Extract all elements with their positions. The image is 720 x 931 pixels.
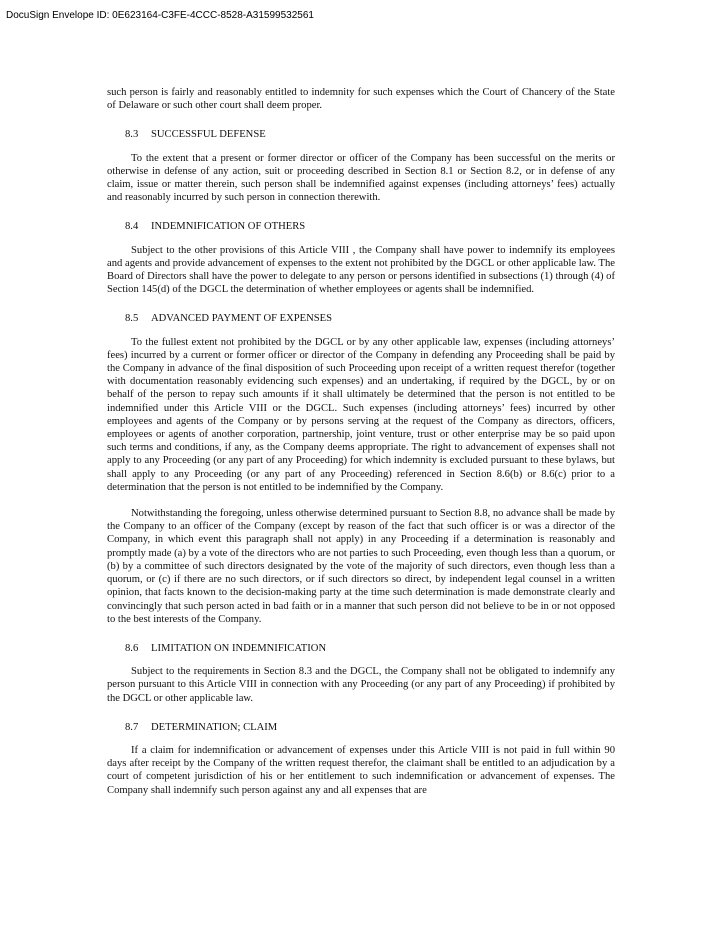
section-title: DETERMINATION; CLAIM [151, 721, 278, 733]
section-heading-8-3 [107, 128, 615, 141]
section-number: 8.4 [125, 221, 139, 233]
section-8-4-paragraph: Subject to the other provisions of this Article VIII , the Company shall have power to indemnify its employees and agents and provide advancement of expenses to the extent not prohibited by the DGCL or other applicable law. The Board of Directors shall have the power to delegate to any person or persons identified in subsections (1) through (4) of Section 145(d) of the DGCL the determination of whether employees or agents shall be indemnified. [107, 244, 615, 296]
docusign-envelope-id: DocuSign Envelope ID: 0E623164-C3FE-4CCC-8528-A31599532561 [6, 10, 314, 21]
section-title: INDEMNIFICATION OF OTHERS [151, 221, 306, 233]
section-heading-8-6 [107, 642, 615, 655]
section-8-6-paragraph: Subject to the requirements in Section 8.3 and the DGCL, the Company shall not be obligated to indemnify any person pursuant to this Article VIII in connection with any Proceeding (or any part of any Proceeding) if prohibited by the DGCL or other applicable law. [107, 666, 615, 704]
section-8-5-paragraph-2: Notwithstanding the foregoing, unless otherwise determined pursuant to Section 8.8, no advance shall be made by the Company to an officer of the Company (except by reason of the fact that such officer is or was a director of the Company, in which event this paragraph shall not apply) in any Proceeding if a determination is reasonably and promptly made (a) by a vote of the directors who are not parties to such Proceeding, even though less than a quorum, or (b) by a committee of such directors designated by the vote of the majority of such directors, even though less than a quorum, or (c) if there are no such directors, or if such directors so direct, by independent legal counsel in a written opinion, that facts known to the decision-making party at the time such determination is made demonstrate clearly and convincingly that such person acted in bad faith or in a manner that such person did not believe to be in or not opposed to the best interests of the Company. [107, 508, 615, 625]
section-title: LIMITATION ON INDEMNIFICATION [151, 642, 327, 654]
section-heading-8-5 [107, 312, 615, 325]
section-number: 8.6 [125, 642, 139, 654]
section-8-7-paragraph: If a claim for indemnification or advancement of expenses under this Article VIII is not paid in full within 90 days after receipt by the Company of the written request therefor, the claimant shall be entitled to an adjudication by a court of competent jurisdiction of his or her entitlement to such indemnification or advancement of expenses. The Company shall indemnify such person against any and all expenses that are [107, 744, 615, 796]
section-number: 8.7 [125, 721, 139, 733]
section-8-5-paragraph-1: To the fullest extent not prohibited by the DGCL or by any other applicable law, expenses (including attorneys’ fees) incurred by a current or former officer or director of the Company in defending any Proceeding shall be paid by the Company in advance of the final disposition of such Proceeding upon receipt of a written request therefor (together with documentation reasonably evidencing such expenses) and an undertaking, if required by the DGCL, by or on behalf of the person to repay such amounts if it shall ultimately be determined that the person is not entitled to be indemnified under this Article VIII or the DGCL. Such expenses (including attorneys’ fees) incurred by other employees and agents of the Company or by persons serving at the request of the Company as directors, officers, employees or agents of another corporation, partnership, joint venture, trust or other enterprise may be so paid upon such terms and conditions, if any, as the Company deems appropriate. The right to advancement of expenses shall not apply to any Proceeding (or any part of any Proceeding) for which indemnity is excluded pursuant to these bylaws, but shall apply to any Proceeding (or any part of any Proceeding) referenced in Section 8.6(b) or 8.6(c) prior to a determination that the person is not entitled to be indemnified by the Company. [107, 336, 615, 493]
section-heading-8-7 [107, 721, 615, 734]
section-8-3-paragraph: To the extent that a present or former director or officer of the Company has been successful on the merits or otherwise in defense of any action, suit or proceeding described in Section 8.1 or Section 8.2, or in defense of any claim, issue or matter therein, such person shall be indemnified against expenses (including attorneys’ fees) actually and reasonably incurred by such person in connection therewith. [107, 152, 615, 204]
section-number: 8.5 [125, 313, 139, 325]
document-body [107, 86, 615, 797]
section-heading-8-4 [107, 220, 615, 233]
intro-paragraph: such person is fairly and reasonably entitled to indemnity for such expenses which the Court of Chancery of the State of Delaware or such other court shall deem proper. [107, 87, 615, 112]
section-title: ADVANCED PAYMENT OF EXPENSES [151, 313, 333, 325]
section-title: SUCCESSFUL DEFENSE [151, 129, 266, 141]
section-number: 8.3 [125, 129, 139, 141]
